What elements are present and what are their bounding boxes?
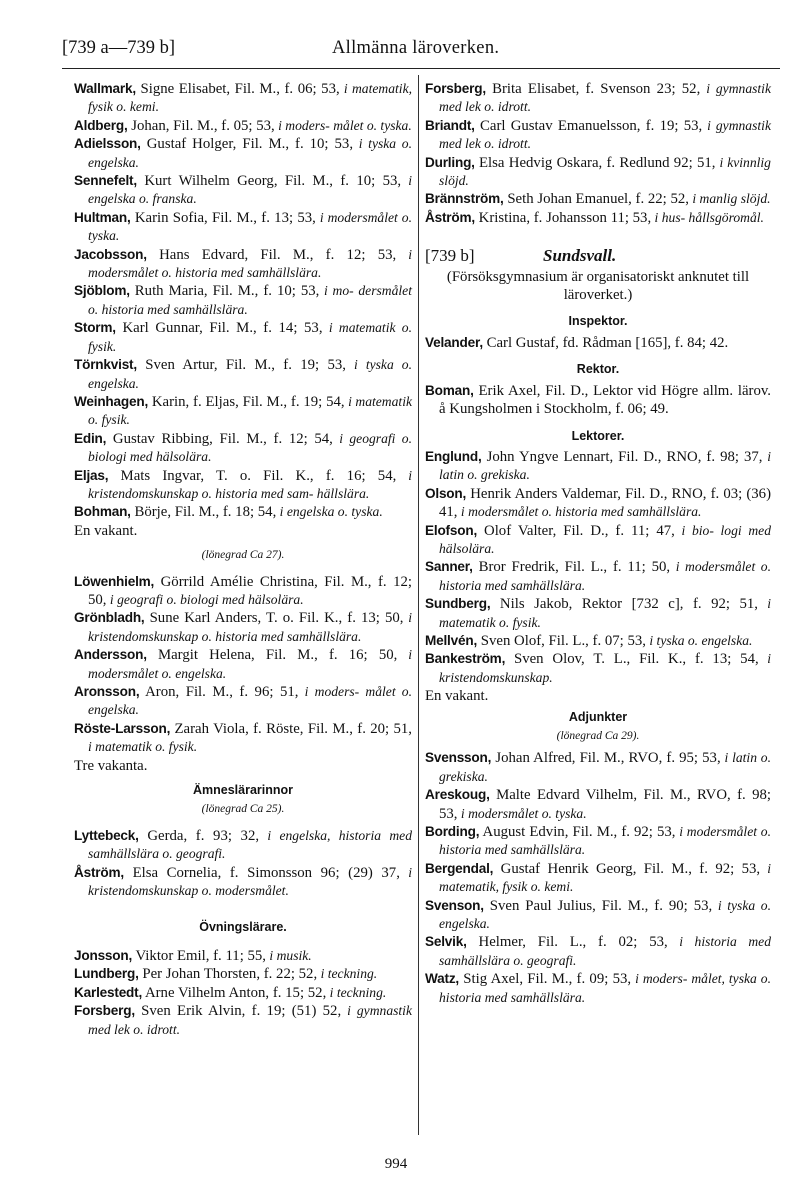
staff-entry [425,595,771,632]
staff-entry [74,467,412,504]
teaching-subjects: i matematik o. fysik. [88,739,198,755]
staff-details: Sven Erik Alvin, f. 19; (51) 52, [134,1003,342,1020]
entry-list [425,382,771,419]
teaching-subjects: i tyska o. engelska. [88,357,412,391]
staff-entry [425,80,771,117]
staff-name: Selvik, [425,934,467,950]
staff-name: Brännström, [425,191,504,207]
staff-details: Sven Olof, Fil. L., f. 07; 53, [477,632,646,649]
staff-details: Malte Edvard Vilhelm, Fil. M., RVO, f. 98; 53, [439,787,771,822]
staff-entry [74,683,412,720]
staff-entry [425,448,771,485]
teaching-subjects: i modersmålet o. tyska. [457,805,587,821]
teaching-subjects: i kvinnlig slöjd. [439,154,771,189]
staff-entry [425,209,771,227]
entry-list [425,749,771,1007]
staff-entry [425,334,771,352]
staff-details: Karl Gunnar, Fil. M., f. 14; 53, [115,320,323,337]
heading-adjunkter: Adjunkter [568,709,628,724]
teaching-subjects: i tyska o. engelska. [645,632,753,648]
staff-details: Arne Vilhelm Anton, f. 15; 52, [142,984,327,1001]
staff-entry [425,117,771,154]
staff-name: Weinhagen, [74,393,149,409]
entry-list [425,334,771,352]
staff-name: Jonsson, [74,947,133,963]
city-heading [425,247,771,265]
staff-entry [74,503,412,521]
staff-entry [74,356,412,393]
staff-name: Svenson, [425,897,484,913]
staff-details: Johan Alfred, Fil. M., RVO, f. 95; 53, [491,750,721,767]
teaching-subjects: i tyska o. engelska. [439,897,771,932]
staff-name: Mellvén, [425,632,478,648]
staff-name: Sanner, [425,559,473,575]
staff-entry [425,860,771,897]
teaching-subjects: i engelska, historia med samhällslära o. geografi. [88,827,412,862]
teaching-subjects: i manlig slöjd. [688,191,771,207]
staff-name: Åström, [74,864,124,880]
staff-details: Kurt Wilhelm Georg, Fil. M., f. 10; 53, [136,173,402,190]
staff-entry [74,573,412,610]
teaching-subjects: i musik. [266,947,312,963]
teaching-subjects: i geografi o. biologi med hälsolära. [88,430,413,465]
teaching-subjects: i gymnastik med lek o. idrott. [88,1003,412,1037]
staff-entry [425,522,771,559]
teaching-subjects: i gymnastik med lek o. idrott. [439,81,771,115]
teaching-subjects: i kristendomskunskap o. historia med samhällslära. [88,610,412,644]
teaching-subjects: i engelska o. franska. [88,173,412,207]
teaching-subjects: i teckning. [317,966,378,982]
staff-entry [425,650,771,687]
teaching-subjects: i kristendomskunskap o. historia med sam- hällslära. [88,467,412,501]
staff-entry [74,209,412,246]
staff-entry [425,897,771,934]
staff-name: Jacobsson, [74,246,147,262]
staff-name: Sundberg, [425,596,491,612]
heading-inspektor: Inspektor. [568,314,628,329]
left-column [74,80,412,1039]
column-divider [418,75,419,1135]
teaching-subjects: i matematik o. fysik. [88,320,413,354]
staff-name: Svensson, [425,750,492,766]
staff-details: Signe Elisabet, Fil. M., f. 06; 53, [135,81,340,97]
staff-entry [74,947,412,965]
staff-entry [425,632,771,650]
staff-name: Olson, [425,485,467,501]
staff-details: Kristina, f. Johansson 11; 53, [474,209,652,226]
teaching-subjects: i modersmålet o. historia med samhällslära. [439,824,771,858]
running-header [62,38,780,66]
staff-details: Görrild Amélie Christina, Fil. M., f. 12; 50, [88,573,412,608]
staff-name: Åström, [425,209,475,225]
staff-name: Edin, [74,430,107,446]
vacancy-note: En vakant. [425,688,489,705]
teaching-subjects: i modersmålet o. historia med samhällslära. [439,559,771,593]
staff-entry [74,1002,412,1039]
staff-name: Englund, [425,448,482,464]
staff-details: Olof Valter, Fil. D., f. 11; 47, [477,522,675,539]
staff-name: Aldberg, [74,117,128,133]
teaching-subjects: i gymnastik med lek o. idrott. [439,117,771,152]
staff-details: Gustaf Holger, Fil. M., f. 10; 53, [140,136,354,153]
vacancy-note: Tre vakanta. [74,757,148,774]
staff-name: Bergendal, [425,860,494,876]
staff-name: Wallmark, [74,81,136,96]
staff-details: Ruth Maria, Fil. M., f. 10; 53, [129,283,320,300]
heading-rektor: Rektor. [576,362,620,377]
staff-details: August Edvin, Fil. M., f. 92; 53, [479,824,676,841]
staff-details: Margit Helena, Fil. M., f. 16; 50, [146,647,398,664]
page-number: 994 [384,1156,408,1172]
staff-name: Elofson, [425,522,478,538]
staff-details: Henrik Anders Valdemar, Fil. D., RNO, f. 03; (36) 41, [439,485,771,521]
staff-name: Karlestedt, [74,984,143,1000]
staff-entry [425,382,771,419]
staff-details: Per Johan Thorsten, f. 22; 52, [138,966,318,983]
staff-details: Seth Johan Emanuel, f. 22; 52, [503,191,689,208]
staff-entry [425,485,771,522]
entry-list [74,827,412,901]
staff-name: Sennefelt, [74,173,137,189]
teaching-subjects: i modersmålet o. engelska. [88,647,412,681]
teaching-subjects: i moders- målet o. engelska. [88,684,412,718]
staff-details: Karin, f. Eljas, Fil. M., f. 19; 54, [148,393,345,410]
staff-name: Storm, [74,320,116,336]
staff-name: Forsberg, [74,1003,135,1019]
entry-list [425,80,771,227]
staff-entry [425,190,771,208]
staff-entry [74,319,412,356]
section-range: [739 a—739 b] [62,38,176,58]
staff-entry [74,393,412,430]
staff-details: Aron, Fil. M., f. 96; 51, [139,684,299,700]
staff-name: Boman, [425,382,474,398]
entry-list [74,573,412,757]
teaching-subjects: i geografi o. biologi med hälsolära. [106,591,304,607]
staff-entry [74,864,412,901]
staff-name: Bankeström, [425,651,506,667]
staff-details: Sven Olov, T. L., Fil. K., f. 13; 54, [505,651,759,668]
teaching-subjects: i mo- dersmålet o. historia med samhällslära. [88,283,412,317]
staff-name: Areskoug, [425,787,490,803]
staff-name: Forsberg, [425,81,486,96]
staff-details: Carl Gustav Emanuelsson, f. 19; 53, [474,117,703,134]
entry-list [425,448,771,687]
salary-grade-note: (lönegrad Ca 29). [556,730,640,742]
staff-name: Briandt, [425,117,475,133]
teaching-subjects: i modersmålet o. tyska. [88,209,412,244]
staff-name: Bohman, [74,504,131,520]
staff-entry [425,154,771,191]
teaching-subjects: i teckning. [326,984,387,1000]
staff-details: Erik Axel, Fil. D., Lektor vid Högre allm. lärov. å Kungsholmen i Stockholm, f. 06; 49. [439,382,771,418]
staff-details: Bror Fredrik, Fil. L., f. 11; 50, [472,559,671,576]
heading-ovningslarare: Övningslärare. [199,920,287,935]
staff-details: Elsa Cornelia, f. Simonsson 96; (29) 37, [123,864,400,881]
staff-details: Börje, Fil. M., f. 18; 54, [130,504,277,521]
staff-name: Bording, [425,824,480,840]
staff-entry [425,970,771,1007]
salary-grade-note: (lönegrad Ca 27). [201,549,285,562]
staff-name: Röste-Larsson, [74,720,171,736]
staff-name: Lundberg, [74,966,139,982]
staff-details: Gerda, f. 93; 32, [138,827,260,844]
staff-name: Watz, [425,971,459,987]
city-name: Sundsvall. [543,246,617,266]
teaching-subjects: i kristendomskunskap. [439,651,771,685]
staff-details: Hans Edvard, Fil. M., f. 12; 53, [146,246,397,263]
staff-name: Löwenhielm, [74,573,155,589]
staff-entry [425,749,771,786]
staff-entry [74,117,412,135]
teaching-subjects: i moders- målet o. tyska. [274,117,412,133]
teaching-subjects: i moders- målet, tyska o. historia med samhällslära. [439,971,771,1005]
staff-name: Durling, [425,154,475,170]
teaching-subjects: i matematik o. fysik. [439,596,771,630]
city-section-number: [739 b] [425,246,475,266]
teaching-subjects: i kristendomskunskap o. modersmålet. [88,864,412,899]
staff-name: Törnkvist, [74,357,137,373]
heading-lektorer: Lektorer. [571,428,625,443]
staff-name: Hultman, [74,209,131,225]
entry-list [74,947,412,1039]
teaching-subjects: i engelska o. tyska. [276,504,383,520]
staff-details: Mats Ingvar, T. o. Fil. K., f. 16; 54, [108,467,397,484]
staff-name: Andersson, [74,647,147,663]
staff-entry [425,786,771,823]
teaching-subjects: i matematik, fysik o. kemi. [439,860,771,895]
staff-details: Carl Gustaf, fd. Rådman [165], f. 84; 42. [482,334,729,351]
city-note: (Försöksgymnasium är organisatoriskt anknutet till läroverket.) [446,268,750,304]
staff-entry [74,984,412,1002]
entry-list [74,80,412,522]
staff-name: Lyttebeck, [74,827,139,843]
staff-details: Stig Axel, Fil. M., f. 09; 53, [459,971,632,988]
staff-name: Eljas, [74,467,109,483]
staff-entry [74,720,412,757]
salary-grade-note: (lönegrad Ca 25). [201,803,285,816]
staff-details: Gustaf Henrik Georg, Fil. M., f. 92; 53, [493,860,761,877]
staff-details: Brita Elisabet, f. Svenson 23; 52, [485,81,701,97]
teaching-subjects: i tyska o. engelska. [88,136,412,170]
staff-name: Aronsson, [74,684,140,699]
vacancy-note: En vakant. [74,522,138,539]
staff-details: Gustav Ribbing, Fil. M., f. 12; 54, [106,430,333,447]
staff-entry [74,282,412,319]
staff-entry [74,80,412,117]
staff-details: Sven Artur, Fil. M., f. 19; 53, [136,357,346,374]
staff-name: Sjöblom, [74,283,130,299]
staff-entry [74,827,412,864]
staff-details: Johan, Fil. M., f. 05; 53, [127,117,275,134]
teaching-subjects: i modersmålet o. historia med samhällslära. [88,246,412,281]
staff-entry [74,135,412,172]
teaching-subjects: i modersmålet o. historia med samhällslära. [457,504,702,520]
teaching-subjects: i historia med samhällslära o. geografi. [439,934,772,968]
heading-amneslararinnor: Ämneslärarinnor [192,783,294,798]
staff-name: Velander, [425,334,483,350]
staff-details: Viktor Emil, f. 11; 55, [132,947,267,964]
staff-entry [74,965,412,983]
right-column [425,80,771,1007]
staff-name: Adielsson, [74,136,141,152]
teaching-subjects: i hus- hållsgöromål. [651,209,764,225]
staff-details: Sune Karl Anders, T. o. Fil. K., f. 13; 50, [144,610,404,627]
staff-details: Helmer, Fil. L., f. 02; 53, [466,934,668,951]
staff-details: Nils Jakob, Rektor [732 c], f. 92; 51, [490,596,758,613]
staff-entry [74,430,412,467]
teaching-subjects: i latin o. grekiska. [439,448,771,483]
staff-entry [74,246,412,283]
staff-details: Zarah Viola, f. Röste, Fil. M., f. 20; 51, [170,720,412,737]
staff-entry [74,646,412,683]
teaching-subjects: i bio- logi med hälsolära. [439,522,771,556]
staff-details: Karin Sofia, Fil. M., f. 13; 53, [130,209,316,226]
staff-entry [74,609,412,646]
staff-entry [74,172,412,209]
staff-entry [425,823,771,860]
teaching-subjects: i matematik, fysik o. kemi. [88,81,412,115]
header-rule [62,68,780,69]
staff-entry [425,933,771,970]
staff-details: John Yngve Lennart, Fil. D., RNO, f. 98; 37, [481,448,763,465]
teaching-subjects: i latin o. grekiska. [439,750,772,784]
page-title: Allmänna läroverken. [332,38,500,58]
staff-name: Grönbladh, [74,610,145,626]
staff-entry [425,558,771,595]
staff-details: Sven Paul Julius, Fil. M., f. 90; 53, [483,897,713,914]
staff-details: Elsa Hedvig Oskara, f. Redlund 92; 51, [474,154,716,171]
teaching-subjects: i matematik o. fysik. [88,393,412,428]
